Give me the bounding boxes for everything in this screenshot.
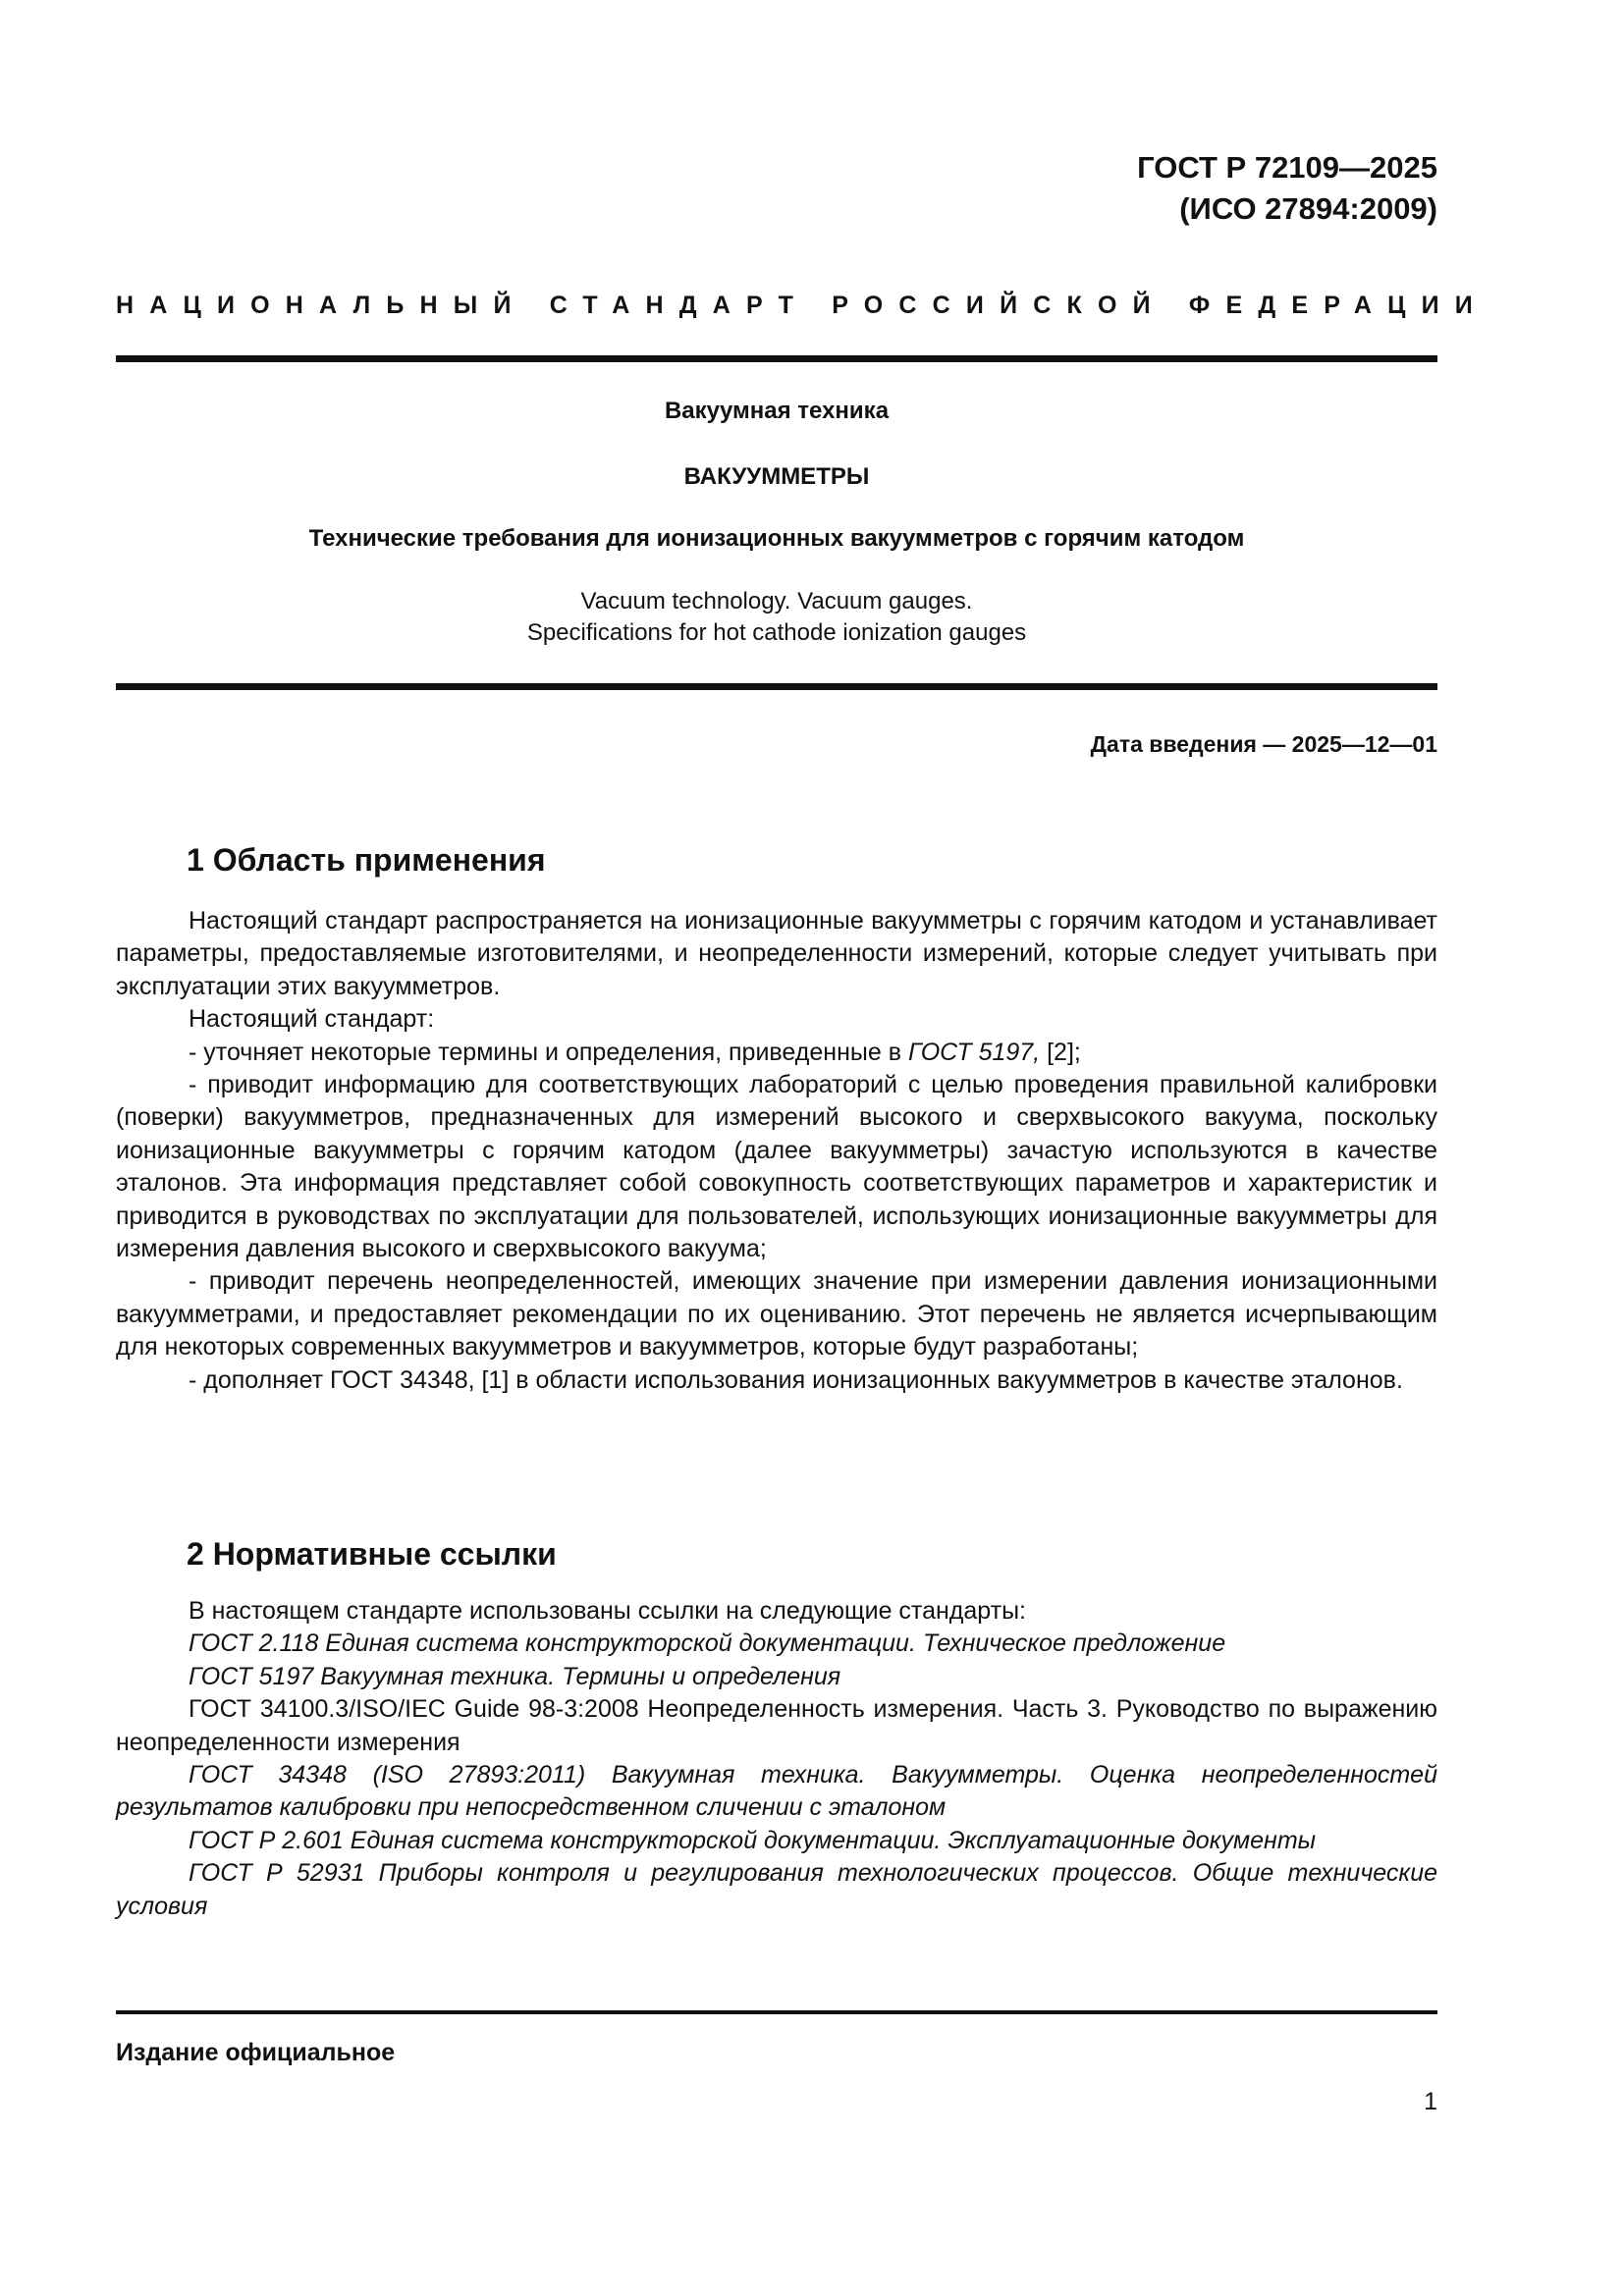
scope-paragraph: Настоящий стандарт распространяется на ионизационные вакуумметры с горячим катодом и устанавливает параметры, предоставляемые изготовителями, и неопределенности измерений, которые следует учитывать при эксплуатации этих вакуумметров. — [116, 907, 1437, 1000]
section-1-heading: 1 Область применения — [187, 842, 546, 878]
page-number: 1 — [1424, 2088, 1437, 2115]
reference-gost-34100-3: ГОСТ 34100.3/ISO/IEC Guide 98-3:2008 Неопределенность измерения. Часть 3. Руководство по выражению неопределенности измерения — [116, 1695, 1437, 1756]
national-standard-banner: НАЦИОНАЛЬНЫЙ СТАНДАРТ РОССИЙСКОЙ ФЕДЕРАЦИИ — [116, 292, 1489, 319]
scope-item-1-text: - уточняет некоторые термины и определения, приведенные в — [189, 1038, 908, 1066]
scope-item-1-reference: ГОСТ 5197, — [907, 1038, 1041, 1066]
scope-item-1 — [116, 1037, 1437, 1069]
english-title-line-1: Vacuum technology. Vacuum gauges. — [580, 588, 973, 614]
introduction-date: Дата введения — 2025—12—01 — [1090, 731, 1437, 757]
standard-number: ГОСТ Р 72109—2025 — [1137, 150, 1437, 185]
scope-list-intro: Настоящий стандарт: — [189, 1005, 435, 1034]
reference-gost-2-118: ГОСТ 2.118 Единая система конструкторской документации. Техническое предложение — [189, 1629, 1226, 1658]
scope-item-3: - приводит перечень неопределенностей, имеющих значение при измерении давления ионизационными вакуумметрами, и предоставляет рекомендации по их оцениванию. Этот перечень не является исчерпывающим для некоторых современных вакуумметров и вакуумметров, которые будут разработаны; — [116, 1267, 1437, 1362]
standard-subtitle: Технические требования для ионизационных вакуумметров с горячим катодом — [308, 525, 1245, 552]
reference-gost-r-52931: ГОСТ Р 52931 Приборы контроля и регулирования технологических процессов. Общие технические условия — [116, 1859, 1437, 1920]
footer-divider — [116, 2010, 1437, 2014]
reference-gost-5197: ГОСТ 5197 Вакуумная техника. Термины и определения — [189, 1662, 841, 1690]
english-title-line-2: Specifications for hot cathode ionization gauges — [526, 619, 1027, 646]
reference-gost-34348: ГОСТ 34348 (ISO 27893:2011) Вакуумная техника. Вакуумметры. Оценка неопределенностей результатов калибровки при непосредственном сличении с эталоном — [116, 1761, 1437, 1822]
official-edition-label: Издание официальное — [116, 2039, 396, 2066]
section-2-heading: 2 Нормативные ссылки — [187, 1536, 557, 1572]
scope-item-1-citation: [2]; — [1040, 1038, 1081, 1066]
document-identifier — [1137, 147, 1437, 230]
title-bottom-divider — [116, 683, 1437, 690]
top-divider — [116, 355, 1437, 362]
iso-reference: (ИСО 27894:2009) — [1179, 191, 1437, 226]
references-intro: В настоящем стандарте использованы ссылки на следующие стандарты: — [189, 1597, 1027, 1625]
scope-item-2: - приводит информацию для соответствующих лабораторий с целью проведения правильной калибровки (поверки) вакуумметров, предназначенных для измерений высокого и сверхвысокого вакуума, поскольку ионизационные вакуумметры с горячим катодом (далее вакуумметры) зачастую используются в качестве эталонов. Эта информация представляет собой совокупность соответствующих параметров и характеристик и приводится в руководствах по эксплуатации для пользователей, использующих ионизационные вакуумметры для измерения давления высокого и сверхвысокого вакуума; — [116, 1071, 1437, 1263]
standard-group: Вакуумная техника — [664, 398, 890, 424]
standard-title: ВАКУУММЕТРЫ — [683, 463, 870, 490]
section-1-body — [116, 905, 1437, 1397]
scope-item-4: - дополняет ГОСТ 34348, [1] в области использования ионизационных вакуумметров в качестве эталонов. — [189, 1365, 1403, 1394]
section-2-body — [116, 1595, 1437, 1923]
reference-gost-r-2-601: ГОСТ Р 2.601 Единая система конструкторской документации. Эксплуатационные документы — [189, 1826, 1317, 1854]
